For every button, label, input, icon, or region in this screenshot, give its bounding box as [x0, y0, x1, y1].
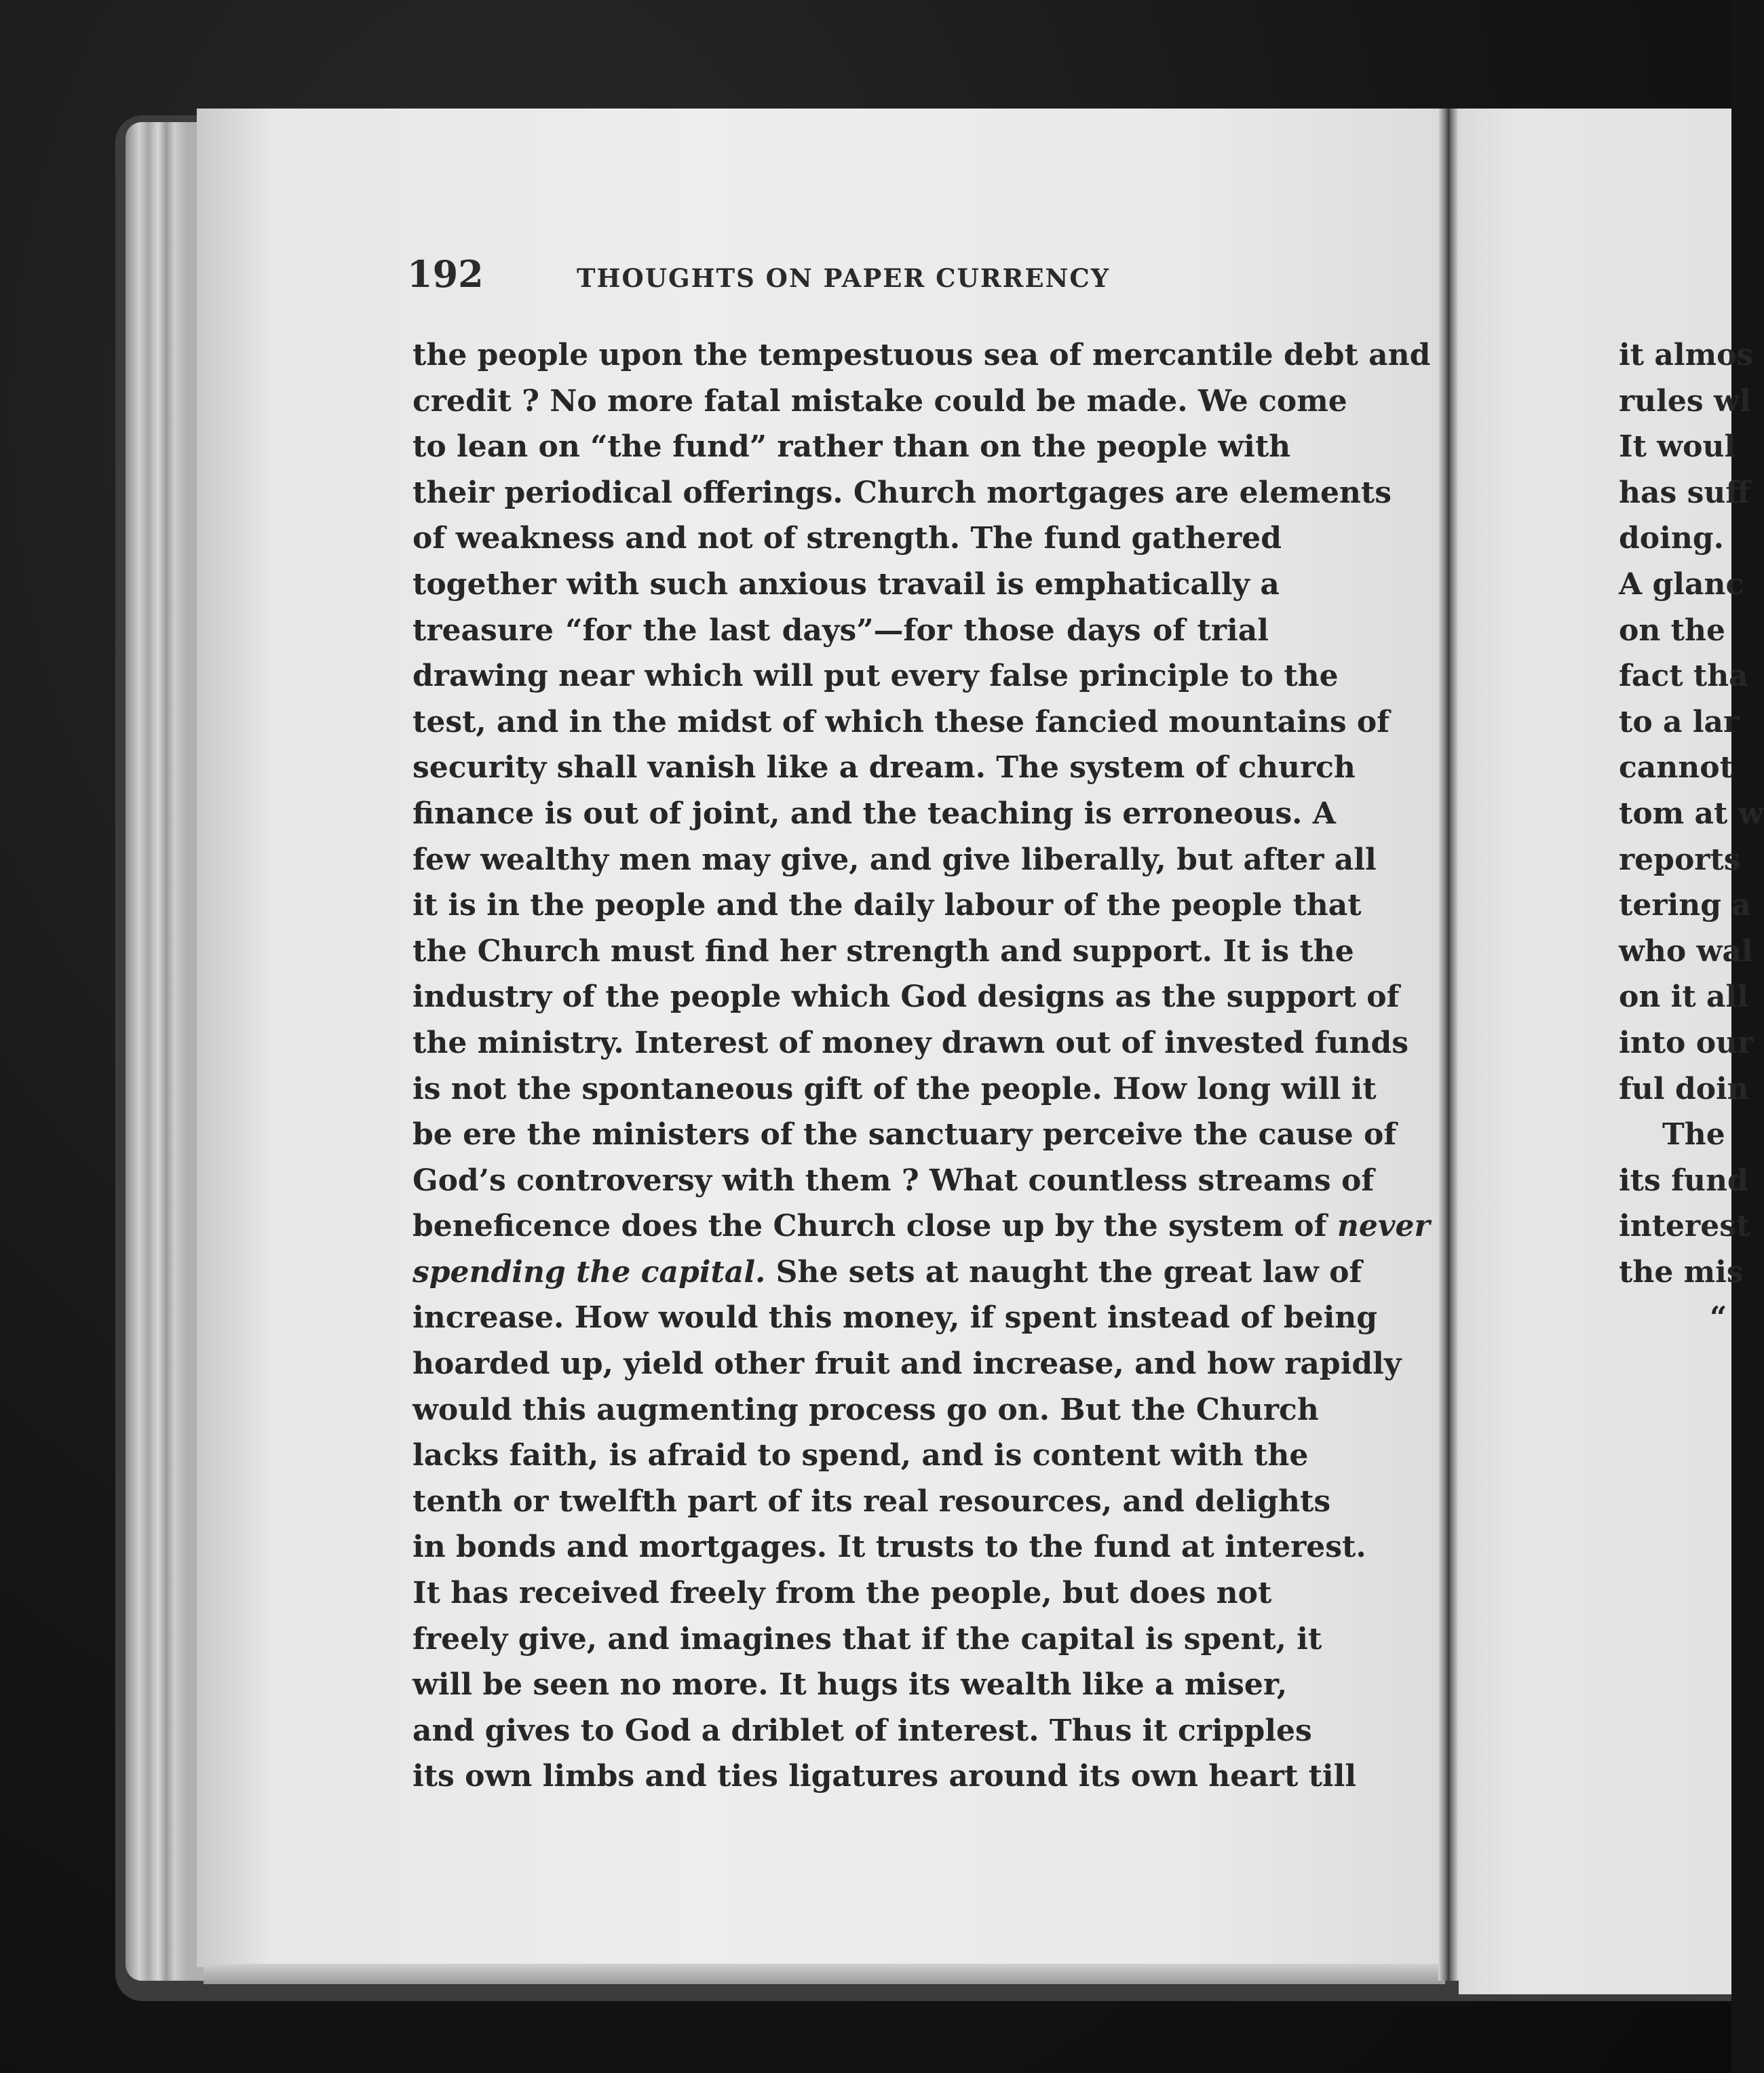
- book-gutter: [1438, 109, 1459, 1981]
- text-fragment: it almos: [1619, 338, 1754, 372]
- text-fragment: rules wl: [1619, 383, 1751, 419]
- running-title: THOUGHTS ON PAPER CURRENCY: [577, 263, 1111, 293]
- text-line: industry of the people which God designs as the support of: [413, 980, 1400, 1015]
- text-fragment: “: [1710, 1300, 1727, 1336]
- text-line: tenth or twelfth part of its real resources, and delights: [413, 1484, 1331, 1519]
- page-bottom-edge: [204, 1964, 1445, 1984]
- text-line: in bonds and mortgages. It trusts to the fund at interest.: [413, 1530, 1366, 1565]
- text-line: of weakness and not of strength. The fund gathered: [413, 521, 1282, 556]
- text-line: together with such anxious travail is emphatically a: [413, 566, 1280, 602]
- text-line: will be seen no more. It hugs its wealth like a miser,: [413, 1667, 1288, 1703]
- text-line: would this augmenting process go on. But the Church: [413, 1392, 1319, 1427]
- text-line: freely give, and imagines that if the capital is spent, it: [413, 1621, 1322, 1657]
- text-line: credit ? No more fatal mistake could be made. We come: [413, 383, 1347, 419]
- text-line: drawing near which will put every false principle to the: [413, 659, 1339, 694]
- text-line: and gives to God a driblet of interest. Thus it cripples: [413, 1713, 1312, 1748]
- text-fragment: It woul: [1619, 429, 1736, 465]
- text-line: lacks faith, is afraid to spend, and is content with the: [413, 1438, 1309, 1473]
- text-line: the ministry. Interest of money drawn out of invested funds: [413, 1025, 1408, 1060]
- text-fragment: interest: [1619, 1209, 1750, 1244]
- text-line: to lean on “the fund” rather than on the people with: [413, 429, 1291, 465]
- text-line: treasure “for the last days”—for those days of trial: [413, 613, 1269, 648]
- text-line: the Church must find her strength and support. It is the: [413, 933, 1354, 969]
- text-line: security shall vanish like a dream. The system of church: [413, 750, 1356, 786]
- text-fragment: ful doin: [1619, 1071, 1749, 1106]
- text-line: it is in the people and the daily labour of the people that: [413, 888, 1362, 923]
- text-fragment: into our: [1619, 1025, 1754, 1060]
- italic-emphasis: never: [1337, 1209, 1430, 1244]
- running-head: [407, 252, 1276, 300]
- right-page-text: [1619, 332, 1764, 1341]
- body-text: [413, 332, 1431, 1800]
- text-fragment: the mis: [1619, 1254, 1744, 1290]
- text-line: finance is out of joint, and the teaching is erroneous. A: [413, 796, 1336, 831]
- text-fragment: on it all: [1619, 980, 1748, 1015]
- text-fragment: has suff: [1619, 475, 1750, 510]
- page-number: 192: [407, 252, 484, 296]
- text-line: test, and in the midst of which these fancied mountains of: [413, 704, 1390, 739]
- text-fragment: to a lar: [1619, 704, 1740, 739]
- text-line: hoarded up, yield other fruit and increase, and how rapidly: [413, 1347, 1402, 1382]
- text-fragment: cannot: [1619, 750, 1733, 786]
- text-line: their periodical offerings. Church mortgages are elements: [413, 475, 1392, 510]
- text-line: increase. How would this money, if spent instead of being: [413, 1300, 1378, 1336]
- text-line: its own limbs and ties ligatures around its own heart till: [413, 1759, 1357, 1794]
- text-fragment: doing.: [1619, 521, 1724, 556]
- text-fragment: The: [1662, 1117, 1725, 1152]
- text-fragment: tering a: [1619, 888, 1751, 923]
- text-fragment: A glanc: [1619, 566, 1744, 602]
- text-line: beneficence does the Church close up by the system of never: [413, 1209, 1430, 1244]
- text-fragment: its fund: [1619, 1163, 1748, 1198]
- text-fragment: reports: [1619, 842, 1741, 877]
- text-fragment: who wal: [1619, 933, 1753, 969]
- text-fragment: fact tha: [1619, 659, 1748, 694]
- text-line: It has received freely from the people, but does not: [413, 1576, 1272, 1611]
- italic-emphasis: spending the capital.: [413, 1254, 766, 1290]
- text-line: God’s controversy with them ? What countless streams of: [413, 1163, 1375, 1198]
- text-line: spending the capital. She sets at naught the great law of: [413, 1254, 1362, 1290]
- text-line: few wealthy men may give, and give liberally, but after all: [413, 842, 1377, 877]
- text-line: the people upon the tempestuous sea of mercantile debt and: [413, 338, 1431, 372]
- text-line: is not the spontaneous gift of the people. How long will it: [413, 1071, 1377, 1106]
- text-line: be ere the ministers of the sanctuary perceive the cause of: [413, 1117, 1397, 1152]
- text-fragment: tom at w: [1619, 796, 1764, 831]
- text-fragment: on the: [1619, 613, 1725, 648]
